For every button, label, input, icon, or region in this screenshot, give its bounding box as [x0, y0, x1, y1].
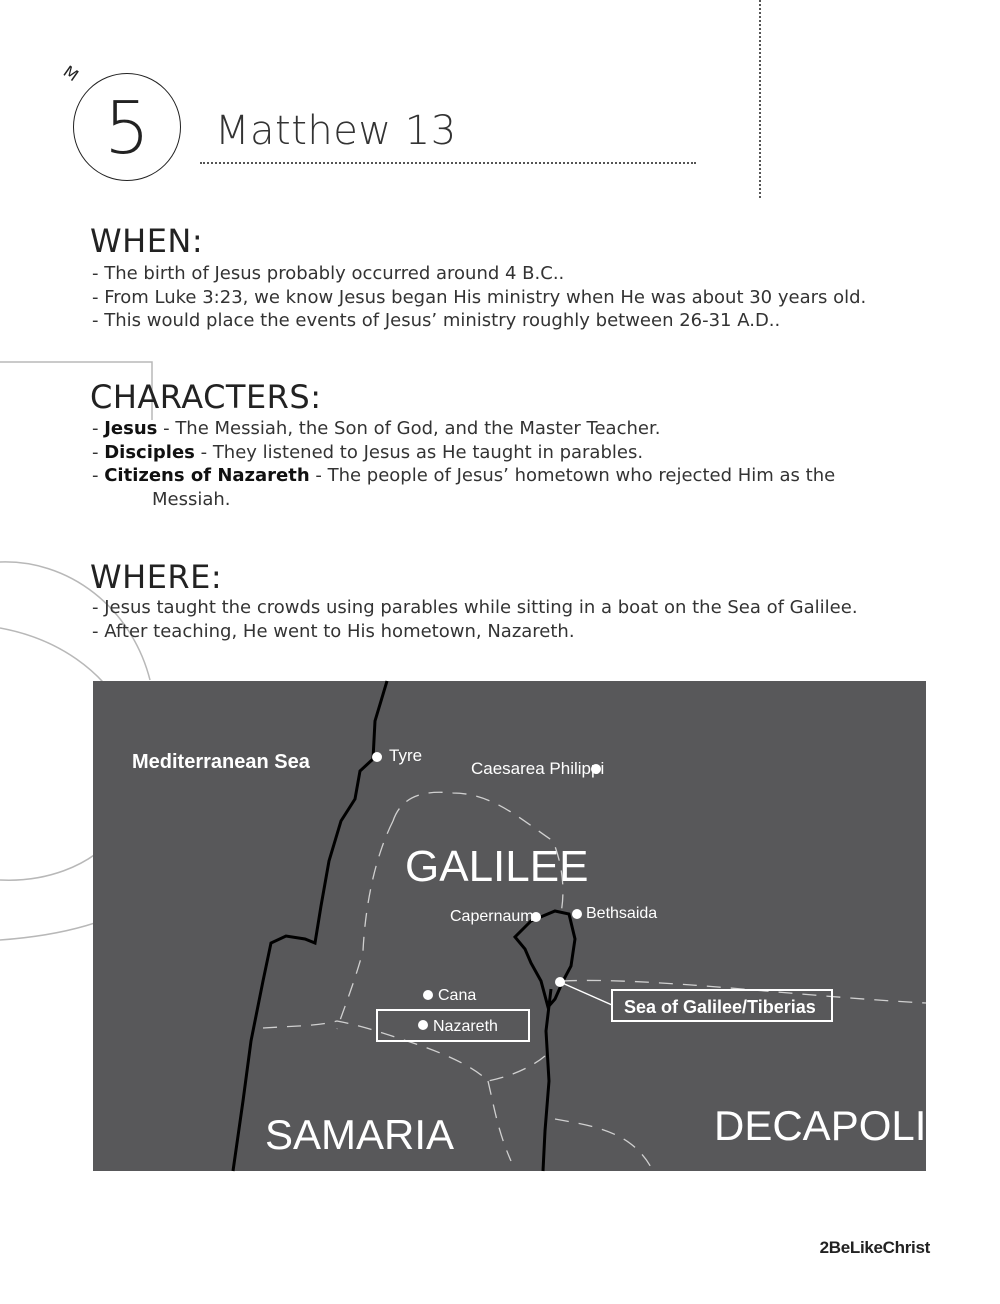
map-label-nazareth: Nazareth [433, 1018, 498, 1035]
map-label-sea-of-galilee: Sea of Galilee/Tiberias [624, 997, 816, 1017]
when-line: - This would place the events of Jesus’ ministry roughly between 26-31 A.D.. [92, 310, 781, 331]
character-item: - Disciples - They listened to Jesus as He taught in parables. [92, 441, 644, 463]
map-label-decapolis: DECAPOLIS [714, 1102, 955, 1149]
where-list [92, 596, 952, 643]
character-continuation: Messiah. [152, 488, 231, 510]
characters-heading: CHARACTERS: [90, 378, 322, 416]
tyre-marker [372, 752, 382, 762]
when-list [92, 262, 952, 333]
when-line: - The birth of Jesus probably occurred around 4 B.C.. [92, 263, 565, 284]
brand-footer: 2BeLikeChrist [819, 1238, 930, 1257]
where-line: - Jesus taught the crowds using parables while sitting in a boat on the Sea of Galilee. [92, 597, 858, 618]
map-label-caesarea: Caesarea Philippi [471, 759, 605, 778]
where-heading: WHERE: [90, 558, 223, 596]
character-desc: - The Messiah, the Son of God, and the Master Teacher. [157, 418, 661, 439]
title-dotted-rule [200, 162, 696, 164]
vertical-dotted-rule [759, 0, 761, 198]
map-label-bethsaida: Bethsaida [586, 905, 658, 922]
map-label-galilee: GALILEE [405, 842, 589, 891]
day-number: 5 [104, 86, 150, 170]
map-label-samaria: SAMARIA [265, 1111, 455, 1158]
when-line: - From Luke 3:23, we know Jesus began His ministry when He was about 30 years old. [92, 286, 867, 308]
when-heading: WHEN: [90, 222, 204, 260]
characters-list [92, 417, 952, 511]
character-name: Disciples [104, 441, 195, 463]
character-name: Jesus [104, 418, 158, 439]
character-item: - Citizens of Nazareth - The people of Jesus’ hometown who rejected Him as the [92, 465, 836, 486]
character-item: - Jesus - The Messiah, the Son of God, and the Master Teacher. [92, 418, 661, 439]
nazareth-marker [418, 1020, 428, 1030]
map-label-sea: Mediterranean Sea [132, 751, 310, 773]
character-name: Citizens of Nazareth [104, 465, 310, 486]
day-letter: M [59, 61, 83, 86]
map-label-cana: Cana [438, 987, 477, 1004]
character-desc: - The people of Jesus’ hometown who rejected Him as the [309, 465, 836, 486]
cana-marker [423, 990, 433, 1000]
where-line: - After teaching, He went to His hometown, Nazareth. [92, 620, 575, 642]
chapter-title: Matthew 13 [215, 108, 457, 154]
galilee-map [93, 681, 955, 1171]
bethsaida-marker [572, 909, 582, 919]
map-label-tyre: Tyre [389, 746, 423, 765]
character-desc: - They listened to Jesus as He taught in parables. [194, 441, 644, 463]
map-label-capernaum: Capernaum [450, 908, 534, 925]
